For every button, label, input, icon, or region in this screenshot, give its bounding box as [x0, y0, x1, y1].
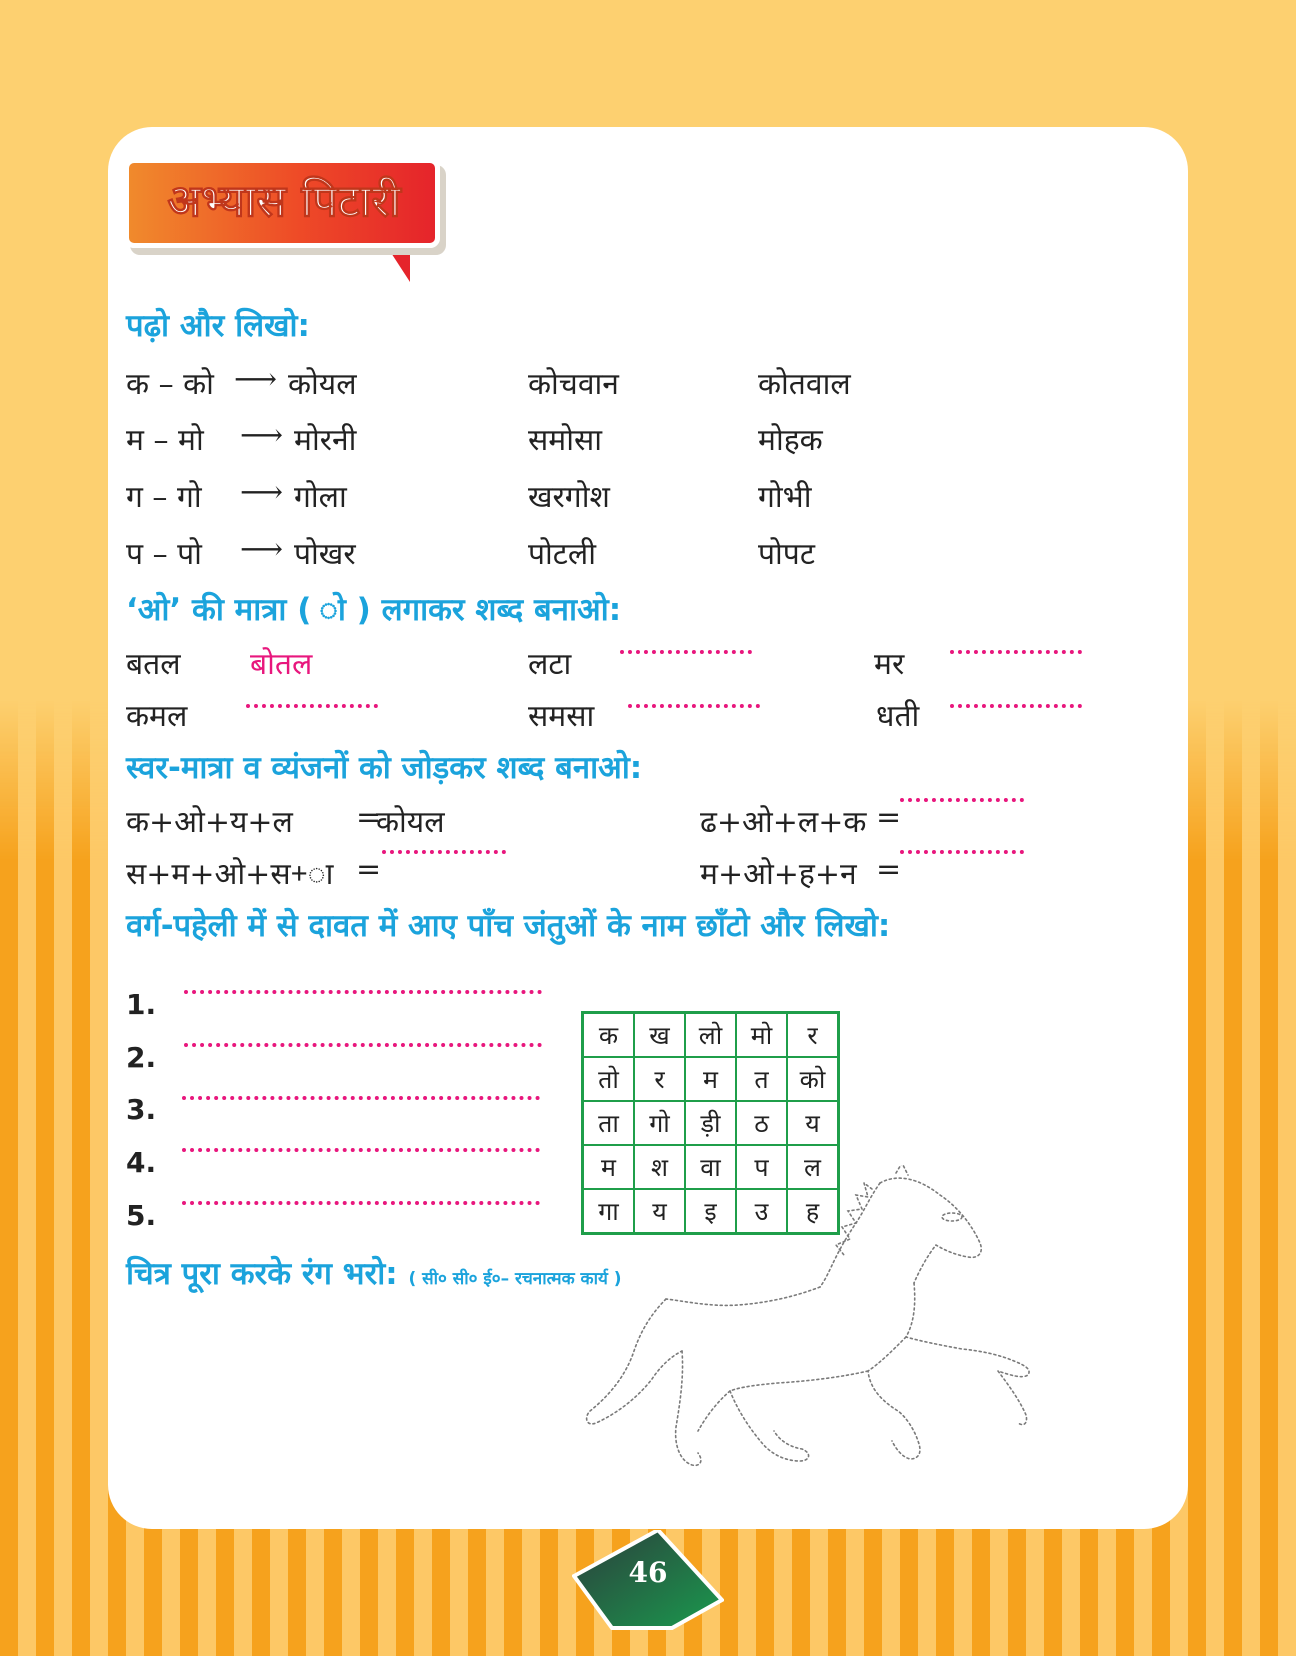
- grid-row: [583, 1101, 839, 1145]
- banner-tail: [384, 242, 410, 282]
- grid-cell[interactable]: य: [634, 1189, 685, 1234]
- row4-word1: पोखर: [294, 537, 356, 572]
- row3-word2: खरगोश: [528, 480, 610, 515]
- equals-1: =: [356, 800, 382, 835]
- row4-word2: पोटली: [528, 537, 597, 572]
- word-samsa: समसा: [528, 699, 595, 734]
- equals-4: =: [876, 852, 902, 887]
- row1-word2: कोचवान: [528, 367, 619, 402]
- banner-title: अभ्यास पिटारी: [167, 176, 401, 227]
- grid-cell[interactable]: ह: [787, 1189, 839, 1234]
- answer-blank[interactable]: [900, 798, 1024, 802]
- arrow-icon: ⟶: [234, 362, 278, 397]
- arrow-icon: ⟶: [240, 475, 284, 510]
- grid-cell[interactable]: म: [685, 1057, 736, 1101]
- grid-row: [583, 1013, 839, 1058]
- answer-line-4[interactable]: [182, 1148, 540, 1152]
- grid-cell[interactable]: ल: [787, 1145, 839, 1189]
- section5-heading: [126, 1252, 622, 1294]
- answer-blank[interactable]: [950, 704, 1082, 708]
- expr-2: ढ+ओ+ल+क: [700, 805, 867, 840]
- expr-1: क+ओ+य+ल: [126, 805, 293, 840]
- grid-cell[interactable]: को: [787, 1057, 839, 1101]
- list-number-4: 4.: [126, 1146, 157, 1179]
- row2-word1: मोरनी: [294, 423, 357, 458]
- grid-cell[interactable]: ठ: [736, 1101, 787, 1145]
- grid-cell[interactable]: गो: [634, 1101, 685, 1145]
- expr-4: म+ओ+ह+न: [700, 857, 857, 892]
- row2-pair: म – मो: [126, 423, 204, 458]
- word-lata: लटा: [528, 647, 572, 682]
- list-number-5: 5.: [126, 1199, 157, 1232]
- grid-cell[interactable]: तो: [583, 1057, 635, 1101]
- answer-blank[interactable]: [246, 704, 378, 708]
- section2-heading: ‘ओ’ की मात्रा ( ो ) लगाकर शब्द बनाओ:: [126, 592, 622, 628]
- row1-word1: कोयल: [288, 367, 357, 402]
- title-banner: [124, 158, 446, 254]
- answer-blank[interactable]: [620, 650, 752, 654]
- grid-cell[interactable]: इ: [685, 1189, 736, 1234]
- grid-cell[interactable]: श: [634, 1145, 685, 1189]
- expr-3: स+म+ओ+स+ा: [126, 857, 334, 892]
- grid-cell[interactable]: वा: [685, 1145, 736, 1189]
- answer-blank[interactable]: [900, 850, 1024, 854]
- row1-word3: कोतवाल: [758, 367, 851, 402]
- row4-pair: प – पो: [126, 537, 202, 572]
- row3-word1: गोला: [294, 480, 347, 515]
- answer-line-3[interactable]: [182, 1096, 540, 1100]
- grid-cell[interactable]: य: [787, 1101, 839, 1145]
- section5-title: चित्र पूरा करके रंग भरो:: [126, 1256, 398, 1292]
- answer-blank[interactable]: [628, 704, 760, 708]
- grid-row: [583, 1057, 839, 1101]
- grid-cell[interactable]: उ: [736, 1189, 787, 1234]
- list-number-1: 1.: [126, 988, 157, 1021]
- grid-cell[interactable]: र: [787, 1013, 839, 1058]
- arrow-icon: ⟶: [240, 418, 284, 453]
- grid-cell[interactable]: त: [736, 1057, 787, 1101]
- grid-cell[interactable]: गा: [583, 1189, 635, 1234]
- expr-1-answer: कोयल: [376, 805, 445, 840]
- equals-3: =: [356, 852, 382, 887]
- grid-cell[interactable]: र: [634, 1057, 685, 1101]
- section1-heading: पढ़ो और लिखो:: [126, 308, 310, 344]
- section3-heading: स्वर-मात्रा व व्यंजनों को जोड़कर शब्द बनाओ:: [126, 750, 643, 786]
- horse-outline-drawing[interactable]: [580, 1165, 1100, 1535]
- grid-cell[interactable]: ता: [583, 1101, 635, 1145]
- equals-2: =: [876, 800, 902, 835]
- answer-line-5[interactable]: [182, 1201, 540, 1205]
- row2-word3: मोहक: [758, 423, 823, 458]
- answer-line-2[interactable]: [184, 1043, 542, 1047]
- answer-botal: बोतल: [250, 647, 313, 682]
- word-batal: बतल: [126, 647, 181, 682]
- row3-pair: ग – गो: [126, 480, 202, 515]
- grid-cell[interactable]: ड़ी: [685, 1101, 736, 1145]
- grid-cell[interactable]: मो: [736, 1013, 787, 1058]
- word-mar: मर: [874, 647, 905, 682]
- list-number-2: 2.: [126, 1041, 157, 1074]
- row4-word3: पोपट: [758, 537, 815, 572]
- grid-cell[interactable]: म: [583, 1145, 635, 1189]
- word-kamal: कमल: [126, 699, 188, 734]
- row2-word2: समोसा: [528, 423, 603, 458]
- grid-cell[interactable]: प: [736, 1145, 787, 1189]
- row1-pair: क – को: [126, 367, 214, 402]
- grid-cell[interactable]: क: [583, 1013, 635, 1058]
- grid-cell[interactable]: ख: [634, 1013, 685, 1058]
- word-dhati: धती: [876, 699, 920, 734]
- section4-heading: वर्ग-पहेली में से दावत में आए पाँच जंतुओं के नाम छाँटो और लिखो:: [126, 908, 891, 944]
- row3-word3: गोभी: [758, 480, 812, 515]
- answer-blank[interactable]: [382, 850, 506, 854]
- section5-note: ( सी० सी० ई०– रचनात्मक कार्य ): [408, 1269, 622, 1289]
- page-number: 46: [628, 1556, 668, 1589]
- list-number-3: 3.: [126, 1093, 157, 1126]
- grid-cell[interactable]: लो: [685, 1013, 736, 1058]
- arrow-icon: ⟶: [240, 532, 284, 567]
- answer-line-1[interactable]: [184, 990, 542, 994]
- answer-blank[interactable]: [950, 650, 1082, 654]
